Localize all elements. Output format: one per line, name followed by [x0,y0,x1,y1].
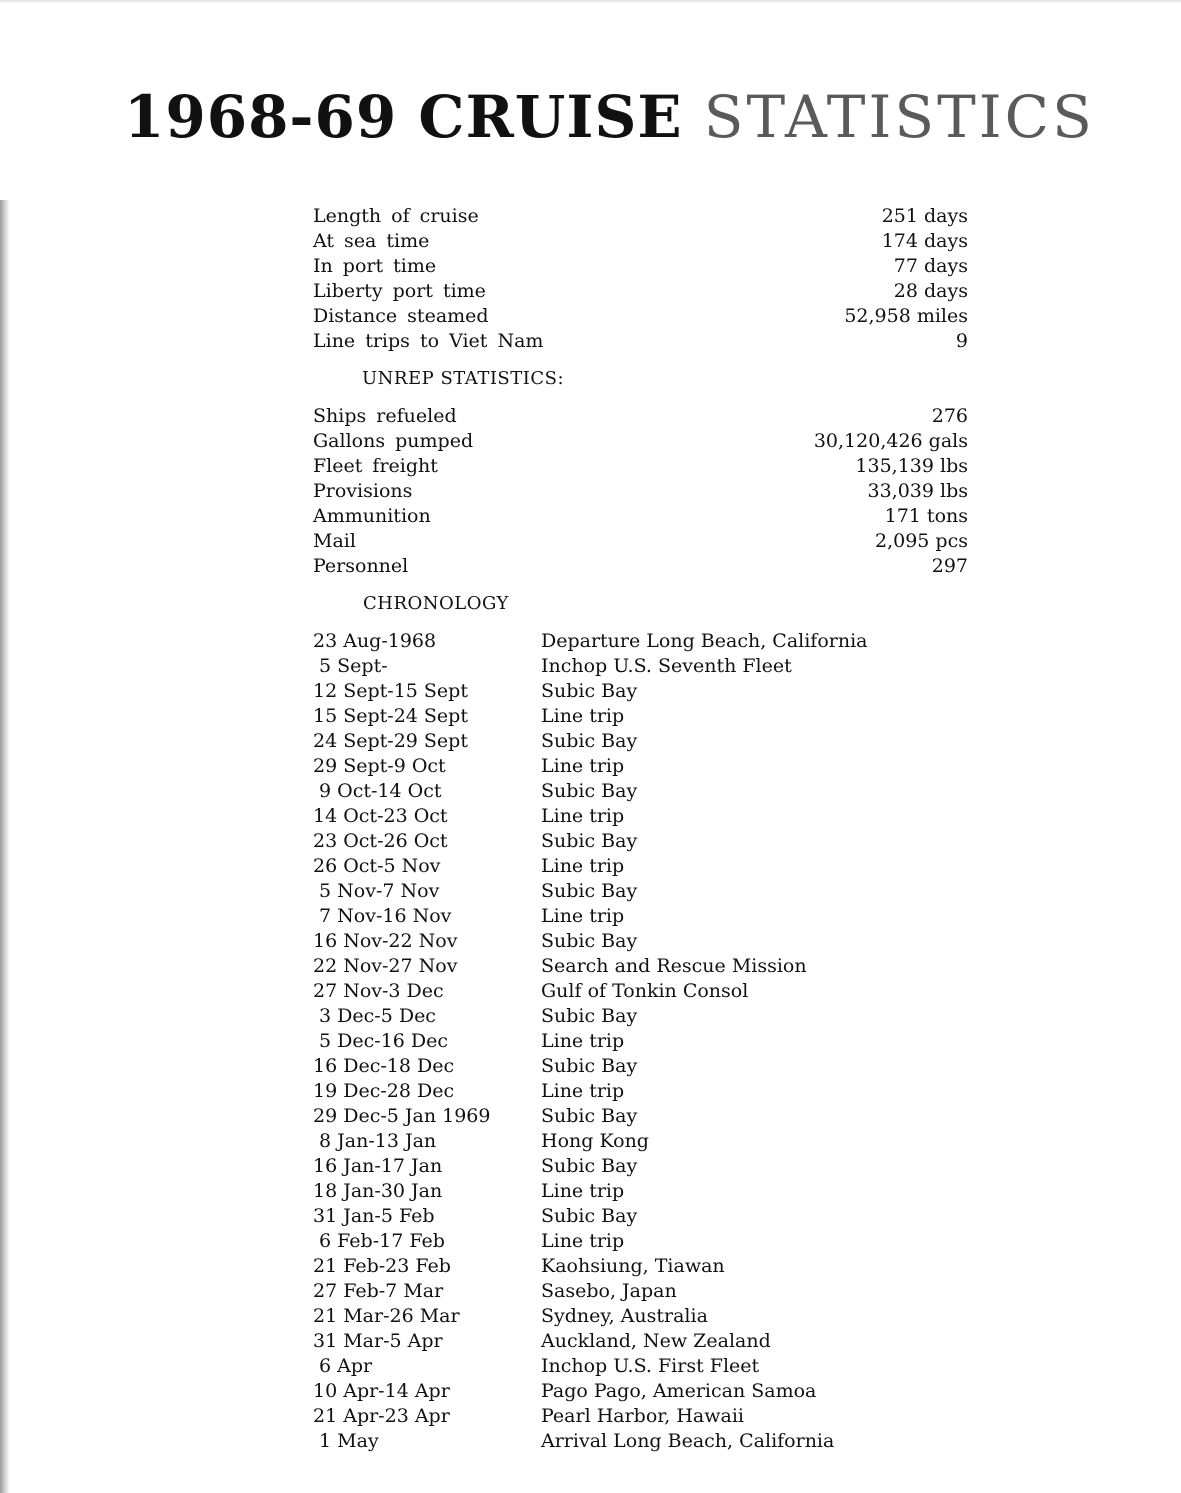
chronology-event: Subic Bay [541,1105,638,1127]
chronology-event: Line trip [541,1030,625,1052]
chronology-event: Pearl Harbor, Hawaii [541,1405,744,1427]
chronology-row [313,1129,868,1154]
chronology-row [313,1329,868,1354]
chronology-row [313,654,868,679]
chronology-event: Subic Bay [541,1205,638,1227]
chronology-event: Subic Bay [541,830,638,852]
chronology-event: Line trip [541,905,625,927]
page-title [124,83,1095,151]
stat-label: Line trips to Viet Nam [313,330,544,352]
chronology-date: 23 Oct-26 Oct [313,830,448,852]
stat-value: 9 [955,330,968,352]
stat-row [313,529,968,554]
stat-value: 28 days [893,280,968,302]
chronology-date: 27 Nov-3 Dec [313,980,444,1002]
chronology-date: 5 Sept- [313,655,388,677]
chronology-event: Subic Bay [541,930,638,952]
stat-label: Ammunition [313,505,431,527]
chronology-date: 8 Jan-13 Jan [313,1130,437,1152]
chronology-date: 21 Mar-26 Mar [313,1305,460,1327]
stat-value: 174 days [881,230,968,252]
chronology-event: Line trip [541,855,625,877]
chronology-date: 16 Dec-18 Dec [313,1055,455,1077]
chronology-row [313,679,868,704]
stat-label: Distance steamed [313,305,489,327]
chronology-date: 31 Jan-5 Feb [313,1205,435,1227]
stat-row [313,254,968,279]
chronology-date: 26 Oct-5 Nov [313,855,441,877]
stat-value: 251 days [881,205,968,227]
chronology-event: Line trip [541,755,625,777]
stat-label: Fleet freight [313,455,438,477]
chronology-date: 9 Oct-14 Oct [313,780,442,802]
stat-label: Personnel [313,555,409,577]
chronology-event: Hong Kong [541,1130,649,1152]
stat-row [313,329,968,354]
chronology-event: Subic Bay [541,1155,638,1177]
chronology-event: Line trip [541,1230,625,1252]
chronology-date: 31 Mar-5 Apr [313,1330,443,1352]
chronology-row [313,1229,868,1254]
chronology-row [313,879,868,904]
chronology-row [313,1179,868,1204]
chronology-date: 12 Sept-15 Sept [313,680,468,702]
chronology-event: Kaohsiung, Tiawan [541,1255,725,1277]
page-left-edge [0,200,10,1493]
stat-label: Ships refueled [313,405,457,427]
chronology-row [313,804,868,829]
stat-label: In port time [313,255,437,277]
stat-value: 276 [931,405,968,427]
chronology-row [313,1254,868,1279]
chronology-date: 15 Sept-24 Sept [313,705,468,727]
stat-row [313,554,968,579]
stat-value: 135,139 lbs [855,455,968,477]
unrep-stats-list [313,404,968,579]
chronology-list [313,629,868,1454]
stat-row [313,279,968,304]
chronology-row [313,954,868,979]
unrep-heading: UNREP STATISTICS: [362,368,565,389]
chronology-event: Line trip [541,1080,625,1102]
chronology-date: 21 Feb-23 Feb [313,1255,451,1277]
chronology-date: 23 Aug-1968 [313,630,437,652]
chronology-row [313,754,868,779]
stat-row [313,504,968,529]
stat-row [313,454,968,479]
stat-row [313,304,968,329]
chronology-date: 5 Nov-7 Nov [313,880,440,902]
chronology-event: Subic Bay [541,680,638,702]
chronology-row [313,729,868,754]
chronology-heading: CHRONOLOGY [363,593,509,614]
chronology-event: Subic Bay [541,730,638,752]
chronology-date: 19 Dec-28 Dec [313,1080,455,1102]
chronology-row [313,779,868,804]
stat-value: 52,958 miles [844,305,968,327]
chronology-row [313,929,868,954]
chronology-row [313,1204,868,1229]
stat-label: Mail [313,530,356,552]
chronology-row [313,1304,868,1329]
chronology-date: 7 Nov-16 Nov [313,905,452,927]
stat-value: 30,120,426 gals [813,430,968,452]
chronology-date: 6 Apr [313,1355,373,1377]
stat-label: Liberty port time [313,280,486,302]
page-top-edge [0,0,1181,3]
stat-row [313,404,968,429]
chronology-row [313,1004,868,1029]
chronology-row [313,979,868,1004]
stat-row [313,479,968,504]
stat-value: 297 [931,555,968,577]
chronology-event: Subic Bay [541,880,638,902]
stat-label: At sea time [313,230,430,252]
chronology-date: 10 Apr-14 Apr [313,1380,450,1402]
title-statistics: STATISTICS [703,83,1095,151]
chronology-event: Search and Rescue Mission [541,955,807,977]
chronology-event: Sydney, Australia [541,1305,708,1327]
chronology-date: 3 Dec-5 Dec [313,1005,436,1027]
chronology-row [313,854,868,879]
chronology-date: 24 Sept-29 Sept [313,730,468,752]
chronology-event: Arrival Long Beach, California [541,1430,835,1452]
chronology-event: Line trip [541,805,625,827]
general-stats-list [313,204,968,354]
stat-value: 33,039 lbs [867,480,968,502]
chronology-row [313,1379,868,1404]
chronology-event: Inchop U.S. First Fleet [541,1355,760,1377]
title-years: 1968-69 [124,83,398,151]
chronology-date: 18 Jan-30 Jan [313,1180,443,1202]
chronology-event: Auckland, New Zealand [541,1330,771,1352]
chronology-date: 29 Sept-9 Oct [313,755,446,777]
chronology-date: 16 Nov-22 Nov [313,930,458,952]
chronology-row [313,1354,868,1379]
stat-value: 2,095 pcs [875,530,968,552]
chronology-date: 29 Dec-5 Jan 1969 [313,1105,491,1127]
chronology-row [313,1429,868,1454]
chronology-event: Departure Long Beach, California [541,630,868,652]
stat-row [313,229,968,254]
stat-label: Length of cruise [313,205,479,227]
chronology-date: 16 Jan-17 Jan [313,1155,443,1177]
chronology-row [313,1029,868,1054]
chronology-row [313,904,868,929]
chronology-row [313,629,868,654]
chronology-event: Pago Pago, American Samoa [541,1380,817,1402]
stat-label: Provisions [313,480,413,502]
chronology-date: 1 May [313,1430,379,1452]
stat-row [313,429,968,454]
chronology-event: Subic Bay [541,1005,638,1027]
stat-row [313,204,968,229]
chronology-row [313,1104,868,1129]
chronology-event: Subic Bay [541,1055,638,1077]
chronology-event: Line trip [541,705,625,727]
chronology-event: Inchop U.S. Seventh Fleet [541,655,792,677]
chronology-row [313,1154,868,1179]
chronology-date: 5 Dec-16 Dec [313,1030,449,1052]
chronology-row [313,704,868,729]
chronology-row [313,1054,868,1079]
chronology-row [313,1279,868,1304]
chronology-event: Subic Bay [541,780,638,802]
stat-value: 77 days [893,255,968,277]
chronology-row [313,1404,868,1429]
chronology-date: 6 Feb-17 Feb [313,1230,445,1252]
chronology-event: Sasebo, Japan [541,1280,677,1302]
chronology-row [313,829,868,854]
chronology-event: Gulf of Tonkin Consol [541,980,749,1002]
stat-label: Gallons pumped [313,430,474,452]
chronology-date: 22 Nov-27 Nov [313,955,458,977]
title-cruise: CRUISE [418,83,683,151]
chronology-date: 21 Apr-23 Apr [313,1405,450,1427]
chronology-date: 27 Feb-7 Mar [313,1280,444,1302]
chronology-date: 14 Oct-23 Oct [313,805,448,827]
chronology-row [313,1079,868,1104]
stat-value: 171 tons [884,505,968,527]
chronology-event: Line trip [541,1180,625,1202]
